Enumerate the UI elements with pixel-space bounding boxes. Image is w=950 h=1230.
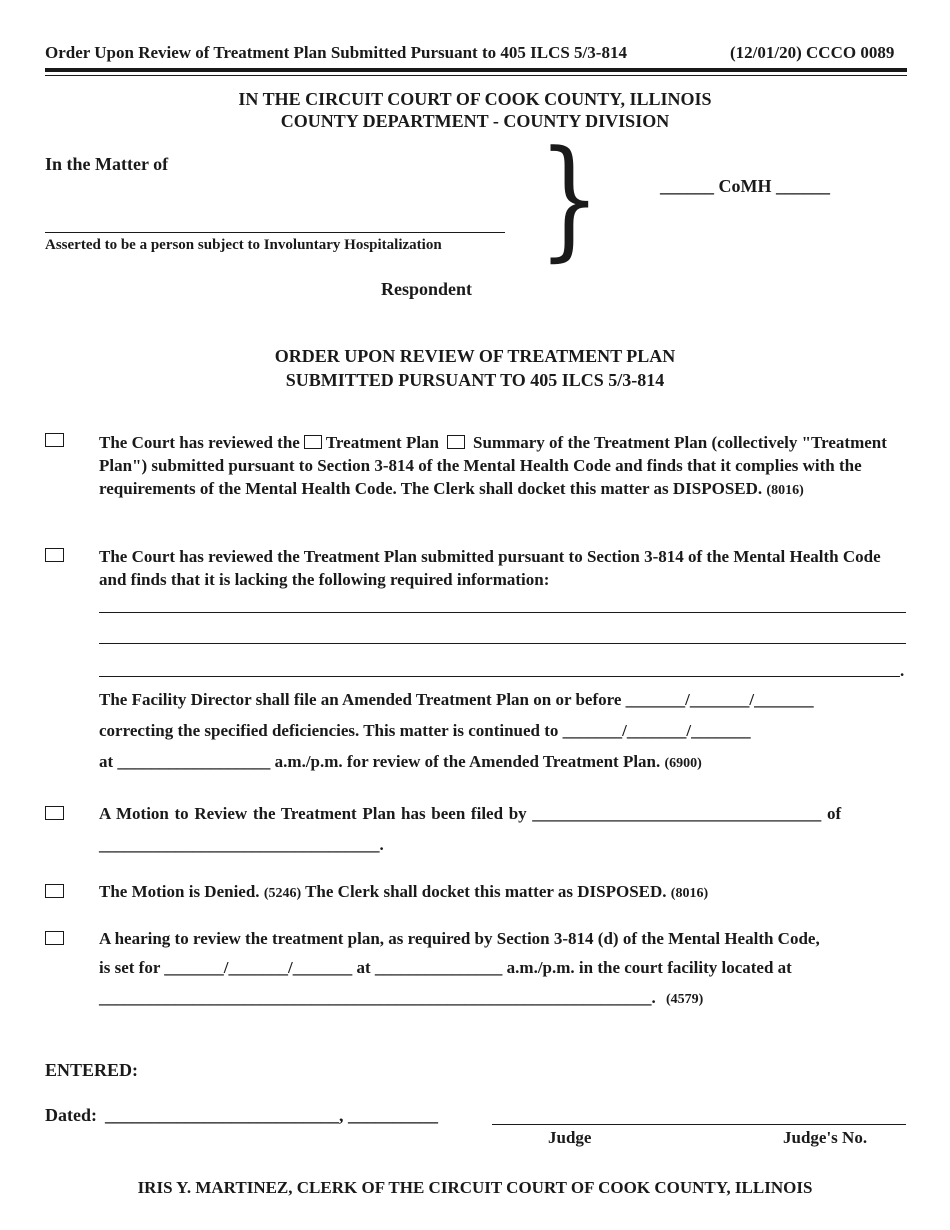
hearing-location-blank: _________________________________________________________________. [99, 988, 656, 1007]
court-division: COUNTY DEPARTMENT - COUNTY DIVISION [280, 111, 670, 131]
denied-code: (5246) [263, 886, 302, 901]
respondent-label: Respondent [381, 279, 473, 299]
hearing-code: (4579) [666, 992, 704, 1007]
dated-label: Dated: [45, 1105, 97, 1125]
reviewed-rest: "Treatment Plan") submitted pursuant to Section 3-814 of the Mental Health Code and finds that it complies with the requirements of the Mental Health Code. The Clerk shall docket this matter as DISPOSED. [99, 433, 887, 498]
motion-checkbox[interactable] [45, 806, 64, 820]
amended-line-3 [99, 752, 702, 772]
denied-docket-text: The Clerk shall docket this matter as DISPOSED. [305, 882, 667, 901]
treatment-plan-checkbox[interactable] [304, 435, 322, 449]
header-rule-thick [45, 68, 907, 72]
hearing-line-1: A hearing to review the treatment plan, as required by Section 3-814 (d) of the Mental Health Code, [99, 929, 820, 948]
reviewed-checkbox[interactable] [45, 433, 64, 447]
deficiency-line-2[interactable] [99, 643, 906, 644]
amended-line-3-text: at __________________ a.m./p.m. for review of the Amended Treatment Plan. [99, 752, 661, 771]
denied-text: The Motion is Denied. [99, 882, 260, 901]
deficiency-period: . [900, 661, 905, 680]
case-number-field[interactable]: ______ CoMH ______ [660, 176, 830, 196]
header-rule-thin [45, 75, 907, 76]
denied-line [99, 882, 708, 902]
reviewed-lead: The Court has reviewed the [99, 433, 300, 452]
motion-line-1: A Motion to Review the Treatment Plan has been filed by __________________________________ of [99, 804, 842, 823]
summary-checkbox[interactable] [447, 435, 465, 449]
entered-label: ENTERED: [45, 1060, 139, 1080]
lacking-text: The Court has reviewed the Treatment Plan submitted pursuant to Section 3-814 of the Mental Health Code and finds that it is lacking the following required information: [99, 547, 881, 589]
judge-label: Judge [548, 1128, 592, 1147]
hearing-checkbox[interactable] [45, 931, 64, 945]
lacking-checkbox[interactable] [45, 548, 64, 562]
reviewed-code: (8016) [766, 483, 804, 498]
matter-label: In the Matter of [45, 154, 169, 174]
summary-option: Summary of the Treatment Plan (collectively [473, 433, 798, 452]
form-id: (12/01/20) CCCO 0089 [730, 43, 895, 62]
hearing-line-2: is set for _______/_______/_______ at _______________ a.m./p.m. in the court facility located at [99, 958, 792, 977]
judge-signature-line[interactable] [492, 1124, 906, 1125]
court-name: IN THE CIRCUIT COURT OF COOK COUNTY, ILLINOIS [238, 89, 712, 109]
clerk-name: IRIS Y. MARTINEZ, CLERK OF THE CIRCUIT COURT OF COOK COUNTY, ILLINOIS [137, 1178, 813, 1197]
order-title-line2: SUBMITTED PURSUANT TO 405 ILCS 5/3-814 [285, 370, 665, 390]
judge-number-label: Judge's No. [783, 1128, 868, 1147]
motion-line-2: _________________________________. [99, 835, 384, 854]
dated-field[interactable]: __________________________, __________ [105, 1105, 438, 1125]
reviewed-paragraph [99, 431, 907, 502]
asserted-label: Asserted to be a person subject to Involuntary Hospitalization [45, 237, 442, 253]
form-title: Order Upon Review of Treatment Plan Submitted Pursuant to 405 ILCS 5/3-814 [45, 43, 627, 62]
amended-line-2: correcting the specified deficiencies. This matter is continued to _______/_______/_______ [99, 721, 751, 740]
amended-code: (6900) [664, 756, 702, 771]
deficiency-line-3[interactable] [99, 676, 900, 677]
hearing-line-3 [99, 988, 703, 1008]
deficiency-line-1[interactable] [99, 612, 906, 613]
order-title-line1: ORDER UPON REVIEW OF TREATMENT PLAN [274, 346, 676, 366]
amended-line-1: The Facility Director shall file an Amended Treatment Plan on or before _______/_______/_______ [99, 690, 814, 709]
denied-checkbox[interactable] [45, 884, 64, 898]
respondent-name-line[interactable] [45, 232, 505, 233]
denied-docket-code: (8016) [670, 886, 709, 901]
caption-brace: } [538, 122, 601, 274]
treatment-plan-option: Treatment Plan [325, 433, 439, 452]
